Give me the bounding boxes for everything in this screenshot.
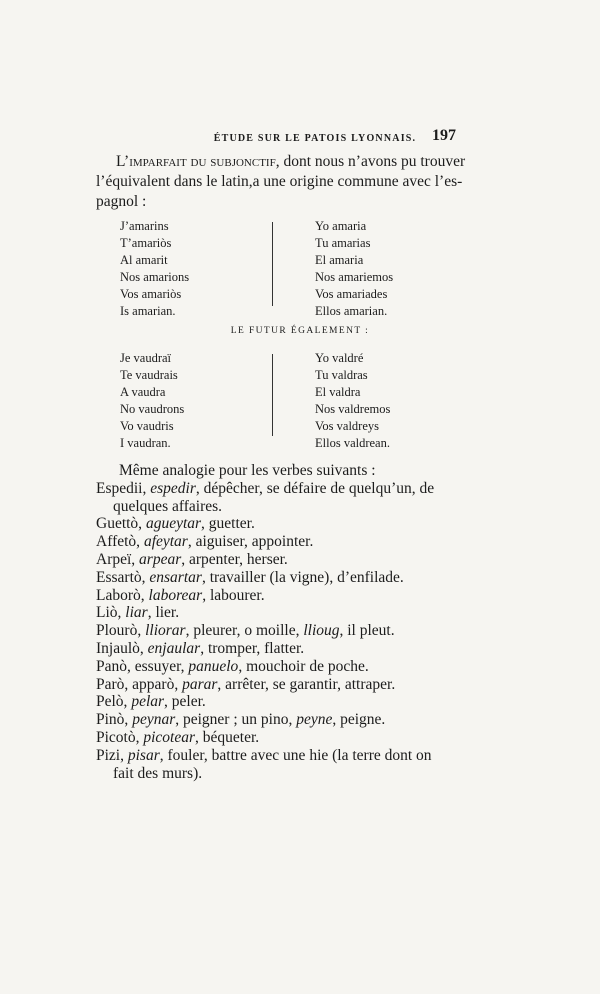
verb-entry xyxy=(96,658,510,676)
patois-column xyxy=(120,218,189,320)
verb-list-lead: Même analogie pour les verbes suivants : xyxy=(119,462,376,479)
verb-gloss: , peigner ; un pino, xyxy=(175,711,297,729)
spanish-form: El amaria xyxy=(315,253,364,267)
verb-entry xyxy=(96,729,510,747)
verb-gloss: , labourer. xyxy=(202,586,265,604)
verb-entry xyxy=(96,551,510,569)
spanish-verb: pisar xyxy=(127,746,160,764)
patois-form: I vaudran. xyxy=(120,436,171,450)
spanish-form: Tu valdras xyxy=(315,368,368,382)
verb-gloss: , peigne. xyxy=(332,711,386,729)
patois-verb: Picotò, xyxy=(96,728,144,746)
spanish-column xyxy=(315,350,390,452)
spanish-verb: laborear xyxy=(148,586,203,604)
spanish-verb: espedir xyxy=(150,479,196,497)
spanish-verb: liar xyxy=(125,604,148,622)
patois-column xyxy=(120,350,184,452)
future-heading: LE FUTUR ÉGALEMENT : xyxy=(230,326,370,336)
imperfect-subjunctive-table xyxy=(120,218,490,320)
patois-form: T’amariòs xyxy=(120,236,172,250)
intro-paragraph xyxy=(96,152,508,212)
verb-gloss: , lier. xyxy=(147,604,180,622)
spanish-verb: panuelo xyxy=(188,657,239,675)
spanish-form: Nos amariemos xyxy=(315,270,394,284)
verb-entry xyxy=(96,640,510,658)
spanish-verb: lliorar xyxy=(145,622,186,640)
future-table xyxy=(120,350,490,452)
spanish-form: El valdra xyxy=(315,385,361,399)
running-title: ÉTUDE SUR LE PATOIS LYONNAIS. xyxy=(213,133,417,144)
verb-entry xyxy=(96,622,510,640)
verb-gloss: , travailler (la vigne), d’enfilade. xyxy=(201,568,404,586)
patois-verb: Guettò, xyxy=(96,515,146,533)
spanish-form: Vos amariades xyxy=(315,287,388,301)
intro-line-3: pagnol : xyxy=(96,193,147,210)
verb-entry xyxy=(96,747,510,765)
spanish-word: llioug xyxy=(303,622,340,640)
verb-entry xyxy=(96,604,510,622)
verb-gloss: , aiguiser, appointer. xyxy=(187,533,314,551)
verb-entry xyxy=(96,693,510,711)
verb-gloss: , il pleut. xyxy=(339,622,395,640)
patois-form: A vaudra xyxy=(120,385,166,399)
column-divider xyxy=(272,354,273,436)
spanish-verb: peynar xyxy=(132,711,176,729)
spanish-word: peyne xyxy=(296,711,333,729)
spanish-form: Yo valdré xyxy=(315,351,364,365)
verb-list xyxy=(96,462,510,782)
spanish-verb: ensartar xyxy=(149,568,202,586)
spanish-verb: picotear xyxy=(143,728,196,746)
spanish-form: Vos valdreys xyxy=(315,419,380,433)
verb-gloss: , béqueter. xyxy=(195,728,260,746)
spanish-verb: enjaular xyxy=(147,639,201,657)
verb-gloss: , tromper, flatter. xyxy=(200,639,305,657)
patois-verb: Injaulò, xyxy=(96,639,148,657)
verb-entry xyxy=(96,587,510,605)
intro-smallcaps-term: L’imparfait du subjonctif, xyxy=(116,153,280,170)
patois-form: Te vaudrais xyxy=(120,368,178,382)
page-number: 197 xyxy=(432,127,456,144)
verb-entry xyxy=(96,533,510,551)
spanish-form: Ellos valdrean. xyxy=(315,436,390,450)
verb-gloss: , peler. xyxy=(164,693,206,711)
verb-gloss: , mouchoir de poche. xyxy=(238,657,369,675)
verb-entry-continuation: quelques affaires. xyxy=(113,497,223,515)
verb-gloss: , guetter. xyxy=(201,515,255,533)
spanish-verb: agueytar xyxy=(145,515,202,533)
patois-form: Vo vaudris xyxy=(120,419,174,433)
patois-verb: Parò, apparò, xyxy=(96,675,183,693)
patois-verb: Plourò, xyxy=(96,622,146,640)
verb-gloss: , dépêcher, se défaire de quelqu’un, de xyxy=(195,479,435,497)
patois-form: Al amarit xyxy=(120,253,168,267)
spanish-verb: pelar xyxy=(131,693,165,711)
verb-entry xyxy=(96,569,510,587)
patois-verb: Laborò, xyxy=(96,586,149,604)
verb-gloss: , arpenter, herser. xyxy=(181,550,288,568)
spanish-form: Nos valdremos xyxy=(315,402,391,416)
verb-entry xyxy=(96,480,510,498)
verb-gloss: , arrêter, se garantir, attraper. xyxy=(217,675,396,693)
patois-form: J’amarins xyxy=(120,219,169,233)
patois-form: Nos amarions xyxy=(120,270,190,284)
patois-form: Je vaudraï xyxy=(120,351,172,365)
patois-form: Vos amariòs xyxy=(120,287,182,301)
patois-form: Is amarian. xyxy=(120,304,176,318)
spanish-verb: arpear xyxy=(139,550,182,568)
verb-gloss: , fouler, battre avec une hie (la terre dont on xyxy=(159,746,432,764)
column-divider xyxy=(272,222,273,306)
verb-entry-continuation: fait des murs). xyxy=(113,764,203,782)
patois-verb: Pinò, xyxy=(96,711,133,729)
patois-verb: Arpeï, xyxy=(96,550,140,568)
spanish-form: Yo amaria xyxy=(315,219,367,233)
patois-verb: Essartò, xyxy=(96,568,150,586)
verb-entry xyxy=(96,515,510,533)
spanish-form: Ellos amarian. xyxy=(315,304,388,318)
patois-verb: Espedii, xyxy=(96,479,151,497)
patois-verb: Liò, xyxy=(96,604,126,622)
spanish-verb: afeytar xyxy=(143,533,188,551)
intro-line-1-rest: dont nous n’avons pu trouver xyxy=(279,153,466,170)
patois-verb: Pelò, xyxy=(96,693,132,711)
verb-gloss: , pleurer, o moille, xyxy=(185,622,304,640)
patois-verb: Pizi, xyxy=(96,746,128,764)
spanish-form: Tu amarias xyxy=(315,236,371,250)
verb-entry xyxy=(96,711,510,729)
verb-entries xyxy=(96,480,510,783)
verb-entry xyxy=(96,676,510,694)
patois-verb: Panò, essuyer, xyxy=(96,657,189,675)
intro-line-2: l’équivalent dans le latin,a une origine commune avec l’es- xyxy=(96,173,463,190)
patois-form: No vaudrons xyxy=(120,402,185,416)
spanish-column xyxy=(315,218,393,320)
intro-line-1 xyxy=(96,152,508,172)
patois-verb: Affetò, xyxy=(96,533,144,551)
spanish-verb: parar xyxy=(182,675,218,693)
